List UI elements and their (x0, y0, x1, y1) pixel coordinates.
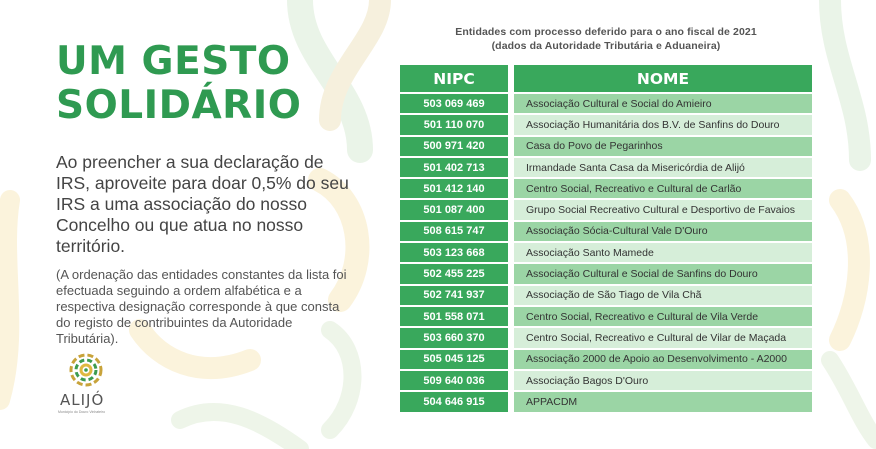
headline (56, 40, 356, 128)
nome-cell: Centro Social, Recreativo e Cultural de Vilar de Maçada (514, 327, 812, 348)
nipc-cell: 503 123 668 (400, 242, 508, 263)
headline-line-1: UM GESTO (56, 39, 291, 84)
nipc-cell: 501 412 140 (400, 178, 508, 199)
table-row (400, 349, 812, 370)
table-row (400, 327, 812, 348)
nome-cell: Associação 2000 de Apoio ao Desenvolvimento - A2000 (514, 349, 812, 370)
caption-line-1: Entidades com processo deferido para o ano fiscal de 2021 (455, 26, 757, 38)
intro-text: Ao preencher a sua declaração de IRS, aproveite para doar 0,5% do seu IRS a uma associação do nosso Concelho ou que atua no nosso território. (56, 152, 349, 256)
left-panel (56, 40, 356, 347)
table-row (400, 370, 812, 391)
header-nipc: NIPC (400, 65, 508, 93)
ordering-note: (A ordenação das entidades constantes da lista foi efectuada seguindo a ordem alfabética e a respectiva designação corresponde à que consta do registo de contribuintes da Autoridade Tributária). (56, 267, 347, 346)
logo-wordmark: ALIJÓ (60, 391, 105, 409)
table-row (400, 157, 812, 178)
municipality-logo (58, 350, 118, 420)
nipc-cell: 501 110 070 (400, 114, 508, 135)
nipc-cell: 501 402 713 (400, 157, 508, 178)
nome-cell: Associação Bagos D'Ouro (514, 370, 812, 391)
table-row (400, 242, 812, 263)
nipc-cell: 503 660 370 (400, 327, 508, 348)
nipc-cell: 504 646 915 (400, 391, 508, 412)
table-row (400, 199, 812, 220)
nipc-cell: 503 069 469 (400, 93, 508, 114)
table-row (400, 391, 812, 412)
nome-cell: Associação Cultural e Social do Amieiro (514, 93, 812, 114)
nipc-cell: 500 971 420 (400, 136, 508, 157)
nome-cell: Irmandade Santa Casa da Misericórdia de Alijó (514, 157, 812, 178)
table-row (400, 93, 812, 114)
swirl-logo-icon (64, 350, 108, 390)
table-header-row (400, 65, 812, 93)
nipc-cell: 502 741 937 (400, 285, 508, 306)
nipc-cell: 505 045 125 (400, 349, 508, 370)
nome-cell: Associação Sócia-Cultural Vale D'Ouro (514, 221, 812, 242)
table-row (400, 136, 812, 157)
nome-cell: Centro Social, Recreativo e Cultural de Carlão (514, 178, 812, 199)
table-row (400, 306, 812, 327)
nipc-cell: 501 087 400 (400, 199, 508, 220)
table-row (400, 178, 812, 199)
table-row (400, 114, 812, 135)
nome-cell: Centro Social, Recreativo e Cultural de Vila Verde (514, 306, 812, 327)
header-nome: NOME (514, 65, 812, 93)
table-row (400, 221, 812, 242)
nome-cell: Associação Cultural e Social de Sanfins do Douro (514, 263, 812, 284)
right-panel (400, 25, 812, 412)
logo-subtitle: Município do Douro Vinhateiro (58, 410, 106, 414)
table-row (400, 263, 812, 284)
nipc-cell: 508 615 747 (400, 221, 508, 242)
caption-line-2: (dados da Autoridade Tributária e Aduaneira) (491, 40, 721, 52)
nome-cell: APPACDM (514, 391, 812, 412)
nipc-cell: 509 640 036 (400, 370, 508, 391)
table-caption (400, 25, 812, 53)
nipc-cell: 502 455 225 (400, 263, 508, 284)
nome-cell: Grupo Social Recreativo Cultural e Desportivo de Favaios (514, 199, 812, 220)
nome-cell: Associação de São Tiago de Vila Chã (514, 285, 812, 306)
table-body (400, 93, 812, 412)
nome-cell: Associação Humanitária dos B.V. de Sanfins do Douro (514, 114, 812, 135)
nipc-cell: 501 558 071 (400, 306, 508, 327)
entities-table (400, 65, 812, 412)
nome-cell: Casa do Povo de Pegarinhos (514, 136, 812, 157)
headline-line-2: SOLIDÁRIO (56, 83, 302, 128)
table-row (400, 285, 812, 306)
nome-cell: Associação Santo Mamede (514, 242, 812, 263)
